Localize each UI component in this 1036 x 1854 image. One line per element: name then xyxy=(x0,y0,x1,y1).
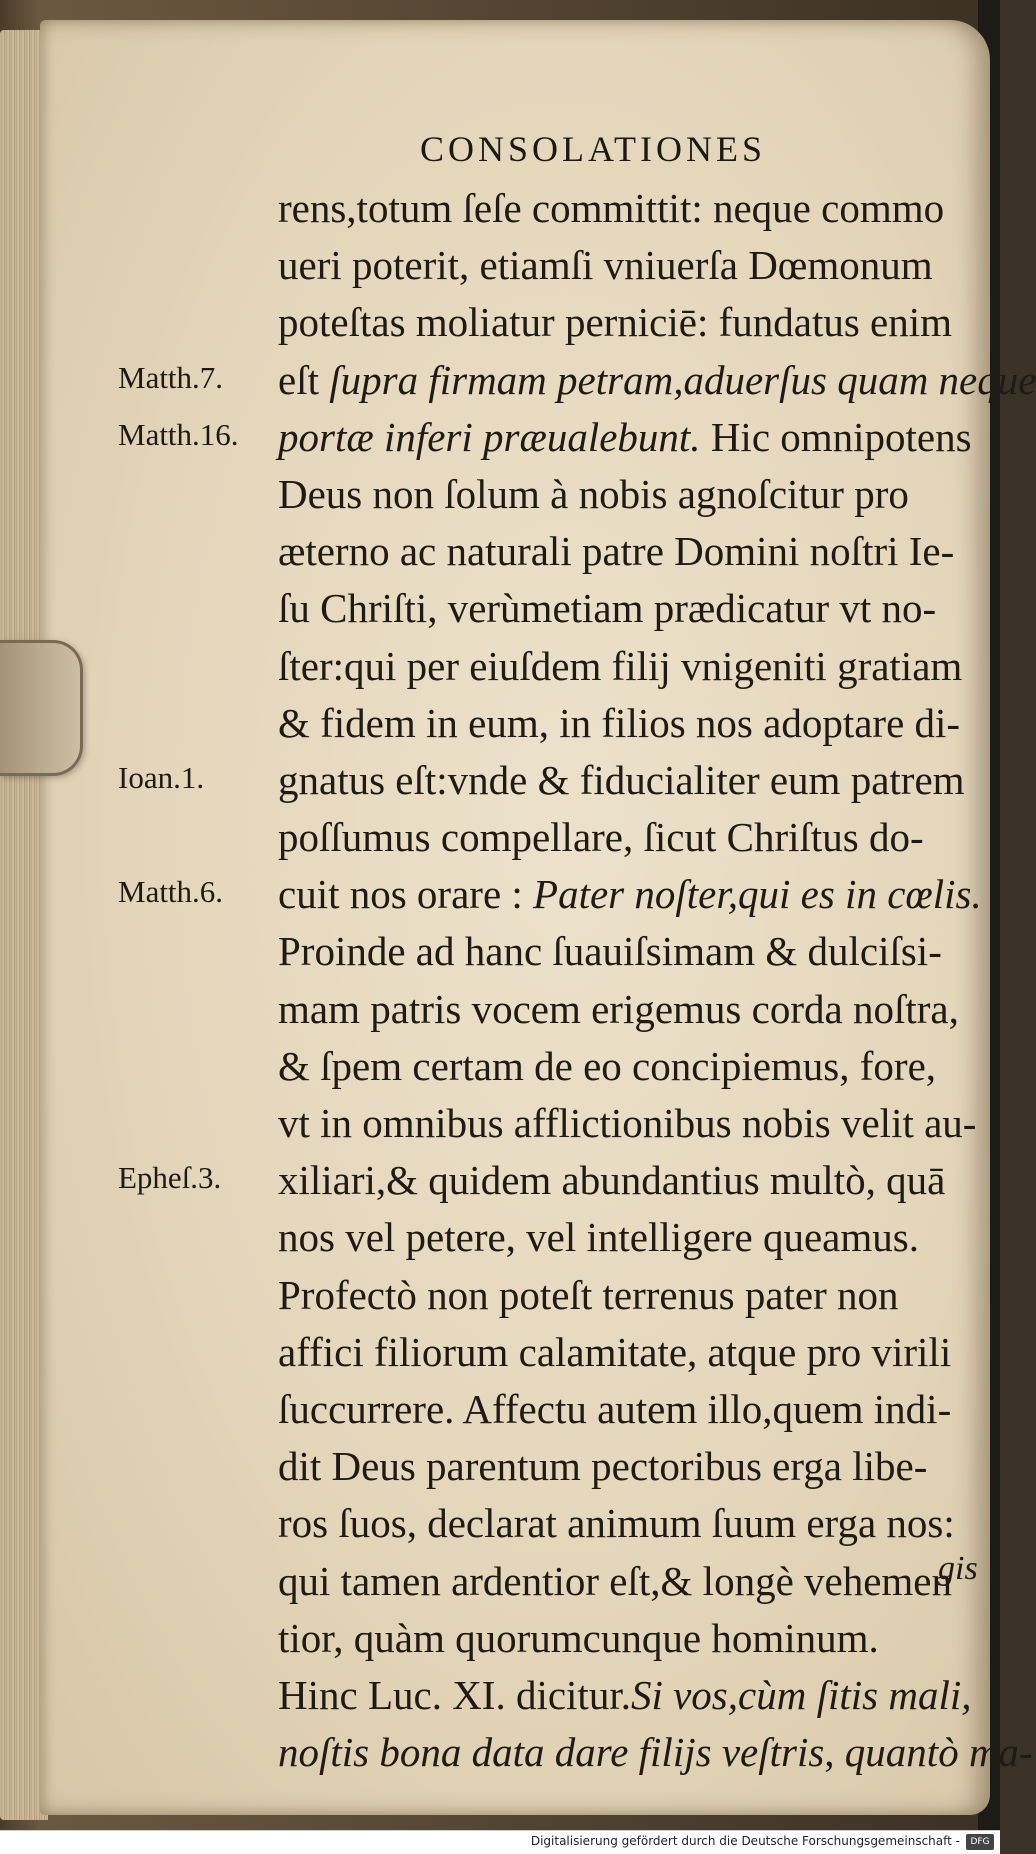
text-line xyxy=(278,752,978,809)
text-line xyxy=(278,1553,978,1610)
text-line xyxy=(278,352,1036,409)
text-segment: & ſpem certam de eo concipiemus, fore, xyxy=(278,1042,937,1089)
text-line xyxy=(278,180,978,237)
text-line xyxy=(278,466,978,523)
text-segment: Hic omnipotens xyxy=(700,413,972,460)
text-line xyxy=(278,1610,978,1667)
text-line xyxy=(278,1495,978,1552)
text-segment: eſt xyxy=(278,356,330,403)
italic-segment: quantò ma- xyxy=(844,1729,1033,1776)
text-segment: affici filiorum calamitate, atque pro virili xyxy=(278,1328,952,1375)
text-segment: ſuccurrere. Affectu autem illo,quem indi- xyxy=(278,1385,952,1432)
text-line xyxy=(278,1267,978,1324)
text-segment: ros ſuos, declarat animum ſuum erga nos: xyxy=(278,1500,955,1547)
text-line xyxy=(278,1095,978,1152)
text-segment: Profectò non poteſt terrenus pater non xyxy=(278,1271,899,1318)
text-segment: Deus non ſolum à nobis agnoſcitur pro xyxy=(278,470,909,517)
text-segment: æterno ac naturali patre Domini noſtri Ie- xyxy=(278,528,955,575)
text-line xyxy=(278,809,978,866)
text-line xyxy=(278,1209,978,1266)
margin-note: Ioan.1. xyxy=(118,760,205,795)
text-segment: Proinde ad hanc ſuauiſsimam & dulciſsi- xyxy=(278,928,942,975)
body-text xyxy=(278,180,1036,1781)
dfg-logo: DFG xyxy=(966,1834,994,1850)
text-line xyxy=(278,923,978,980)
text-line xyxy=(278,1438,978,1495)
margin-note: Matth.7. xyxy=(118,359,224,395)
text-line xyxy=(278,580,978,637)
text-line xyxy=(278,638,978,695)
text-line xyxy=(278,294,978,351)
text-segment: & fidem in eum, in filios nos adoptare di- xyxy=(278,699,961,746)
text-segment: xiliari,& quidem abundantius multò, quā xyxy=(278,1157,946,1204)
text-line xyxy=(278,1667,978,1724)
bookmark-ribbon xyxy=(0,640,83,776)
text-segment: dit Deus parentum pectoribus erga libe- xyxy=(278,1443,928,1490)
text-segment: ſter:qui per eiuſdem filij vnigeniti gratiam xyxy=(278,642,963,689)
text-segment: ſu Chriſti, verùmetiam prædicatur vt no- xyxy=(278,585,937,632)
text-segment: gnatus eſt:vnde & fiducialiter eum patrem xyxy=(278,756,965,803)
text-line xyxy=(278,981,978,1038)
margin-note: Matth.16. xyxy=(118,416,239,452)
text-segment: mam patris vocem erigemus corda noſtra, xyxy=(278,985,959,1032)
text-line xyxy=(278,1724,1033,1781)
text-line xyxy=(278,866,982,923)
italic-segment: Si vos,cùm ſitis mali, xyxy=(630,1671,972,1718)
text-line xyxy=(278,237,978,294)
text-line xyxy=(278,1381,978,1438)
italic-segment: noſtis bona data dare filijs veſtris xyxy=(278,1729,825,1776)
text-segment: qui tamen ardentior eſt,& longè vehemen xyxy=(278,1557,952,1604)
footer-credit: Digitalisierung gefördert durch die Deutsche Forschungsgemeinschaft - xyxy=(530,1834,960,1848)
text-segment: nos vel petere, vel intelligere queamus. xyxy=(278,1214,919,1261)
text-line xyxy=(278,695,978,752)
catchword: gis xyxy=(938,1550,978,1587)
text-line xyxy=(278,523,978,580)
text-line xyxy=(278,1038,978,1095)
italic-segment: Pater noſter,qui es in cœlis. xyxy=(533,871,982,918)
text-segment: rens,totum ſeſe committit: neque commo xyxy=(278,185,945,231)
italic-segment: ſupra firmam petram,aduerſus quam neque xyxy=(329,356,1036,403)
text-segment: Hinc Luc. XI. dicitur. xyxy=(278,1671,631,1718)
text-line xyxy=(278,1152,978,1209)
text-segment: vt in omnibus afflictionibus nobis velit au- xyxy=(278,1100,977,1146)
text-segment: poteſtas moliatur perniciē: fundatus enim xyxy=(278,299,953,346)
running-header: CONSOLATIONES xyxy=(420,129,767,169)
text-line xyxy=(278,409,978,466)
margin-note: Matth.6. xyxy=(118,874,224,910)
italic-segment: portæ inferi præualebunt. xyxy=(278,413,701,460)
text-line xyxy=(278,1324,978,1381)
footer-bar xyxy=(0,1830,1000,1854)
text-segment: ueri poterit, etiamſi vniuerſa Dœmonum xyxy=(278,242,933,289)
text-segment: tior, quàm quorumcunque hominum. xyxy=(278,1614,879,1661)
text-segment: , xyxy=(824,1729,845,1776)
text-segment: poſſumus compellare, ſicut Chriſtus do- xyxy=(278,814,924,861)
margin-note: Epheſ.3. xyxy=(118,1160,222,1196)
text-segment: cuit nos orare : xyxy=(278,871,534,918)
